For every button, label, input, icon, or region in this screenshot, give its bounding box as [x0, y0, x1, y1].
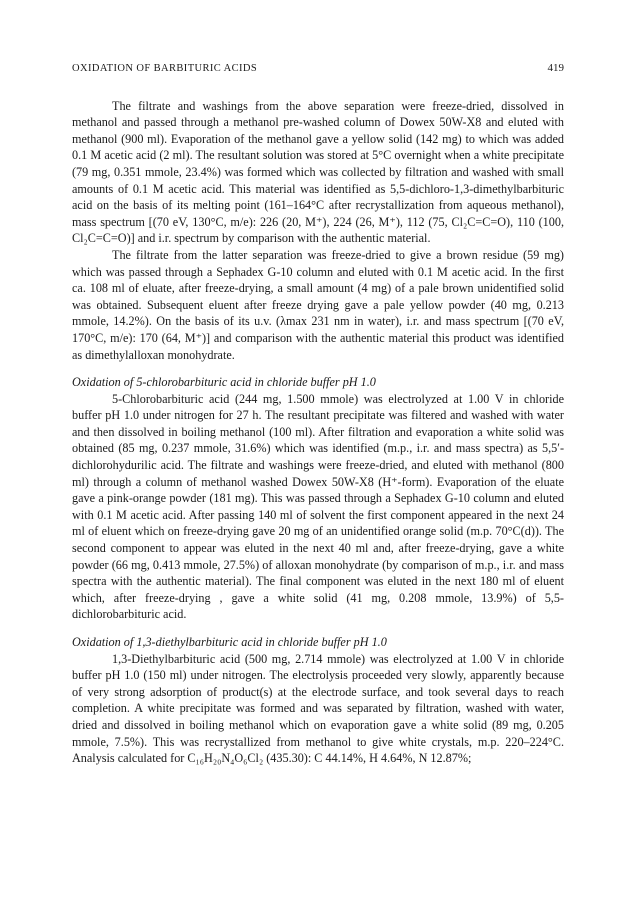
paragraph-filtrate-dowex: The filtrate and washings from the above separation were freeze-dried, dissolved in methanol and passed through a methanol pre-washed column of Dowex 50W-X8 and eluted with methanol (900 ml). Evaporation of the methanol gave a yellow solid (142 mg) to which was added 0.1 M acetic acid (2 ml). The resultant solution was stored at 5°C overnight when a white precipitate (79 mg, 0.351 mmole, 23.4%) was formed which was collected by filtration and washed with small amounts of 0.1 M acetic acid. This material was identified as 5,5-dichloro-1,3-dimethylbarbituric acid on the basis of its melting point (161–164°C after recrystallization from aqueous methanol), mass spectrum [(70 eV, 130°C, m/e): 226 (20, M⁺), 224 (26, M⁺), 112 (75, Cl₂C=C=O), 110 (100, Cl₂C=C=O)] and i.r. spectrum by comparison with the authentic material. — [72, 98, 564, 246]
paragraph-filtrate-sephadex: The filtrate from the latter separation was freeze-dried to give a brown residue (59 mg) which was passed through a Sephadex G-10 column and eluted with 0.1 M acetic acid. In the first ca. 108 ml of eluate, after freeze-drying, a small amount (4 mg) of a pale brown unidentified solid was obtained. Subsequent eluent after freeze drying gave a pale yellow powder (40 mg, 0.213 mmole, 14.2%). On the basis of its u.v. (λmax 231 nm in water), i.r. and mass spectrum [(70 eV, 170°C, m/e): 170 (64, M⁺)] and comparison with the authentic material this product was identified as dimethylalloxan monohydrate. — [72, 247, 564, 362]
document-page — [72, 60, 564, 767]
section-heading-diethylbarbituric: Oxidation of 1,3-diethylbarbituric acid in chloride buffer pH 1.0 — [72, 635, 387, 649]
paragraph-chlorobarbituric: 5-Chlorobarbituric acid (244 mg, 1.500 mmole) was electrolyzed at 1.00 V in chloride buffer pH 1.0 under nitrogen for 27 h. The resultant precipitate was filtered and washed with water and then dissolved in boiling methanol (100 ml). After filtration and evaporation a white solid was obtained (85 mg, 0.237 mmole, 31.6%) which was identified (m.p., i.r. and mass spectra) as 5,5′-dichlorohydurilic acid. The filtrate and washings were freeze-dried, and eluted with methanol (800 ml) through a column of methanol washed Dowex 50W-X8 (H⁺-form). Evaporation of the eluate gave a pink-orange powder (181 mg). This was passed through a Sephadex G-10 column and eluted with 0.1 M acetic acid. After passing 140 ml of solvent the first component appeared in the next 24 ml of eluent which on freeze-drying gave 20 mg of an unidentified orange solid (m.p. 70°C(d)). The second component to appear was eluted in the next 40 ml and, after freeze-drying, gave a white powder (66 mg, 0.413 mmole, 27.5%) of alloxan monohydrate (by comparison of m.p., i.r. and mass spectra with the authentic material). The final component was eluted in the next 180 ml of eluent which, after freeze-drying , gave a white solid (41 mg, 0.208 mmole, 13.9%) of 5,5-dichlorobarbituric acid. — [72, 391, 564, 622]
paragraph-diethylbarbituric: 1,3-Diethylbarbituric acid (500 mg, 2.714 mmole) was electrolyzed at 1.00 V in chloride buffer pH 1.0 (150 ml) under nitrogen. The electrolysis proceeded very slowly, apparently because of very strong adsorption of product(s) at the electrode surface, and took several days to reach completion. A white precipitate was formed and was separated by filtration, washed with water, dried and dissolved in boiling methanol which on evaporation gave a white solid (89 mg, 0.205 mmole, 7.5%). This was recrystallized from methanol to give white crystals, m.p. 220–224°C. Analysis calculated for C₁₆H₂₀N₄O₆Cl₂ (435.30): C 44.14%, H 4.64%, N 12.87%; — [72, 651, 564, 766]
section-heading-chlorobarbituric: Oxidation of 5-chlorobarbituric acid in chloride buffer pH 1.0 — [72, 375, 376, 390]
page-header — [72, 60, 564, 78]
page-number: 419 — [547, 62, 564, 74]
running-title: OXIDATION OF BARBITURIC ACIDS — [72, 63, 258, 74]
